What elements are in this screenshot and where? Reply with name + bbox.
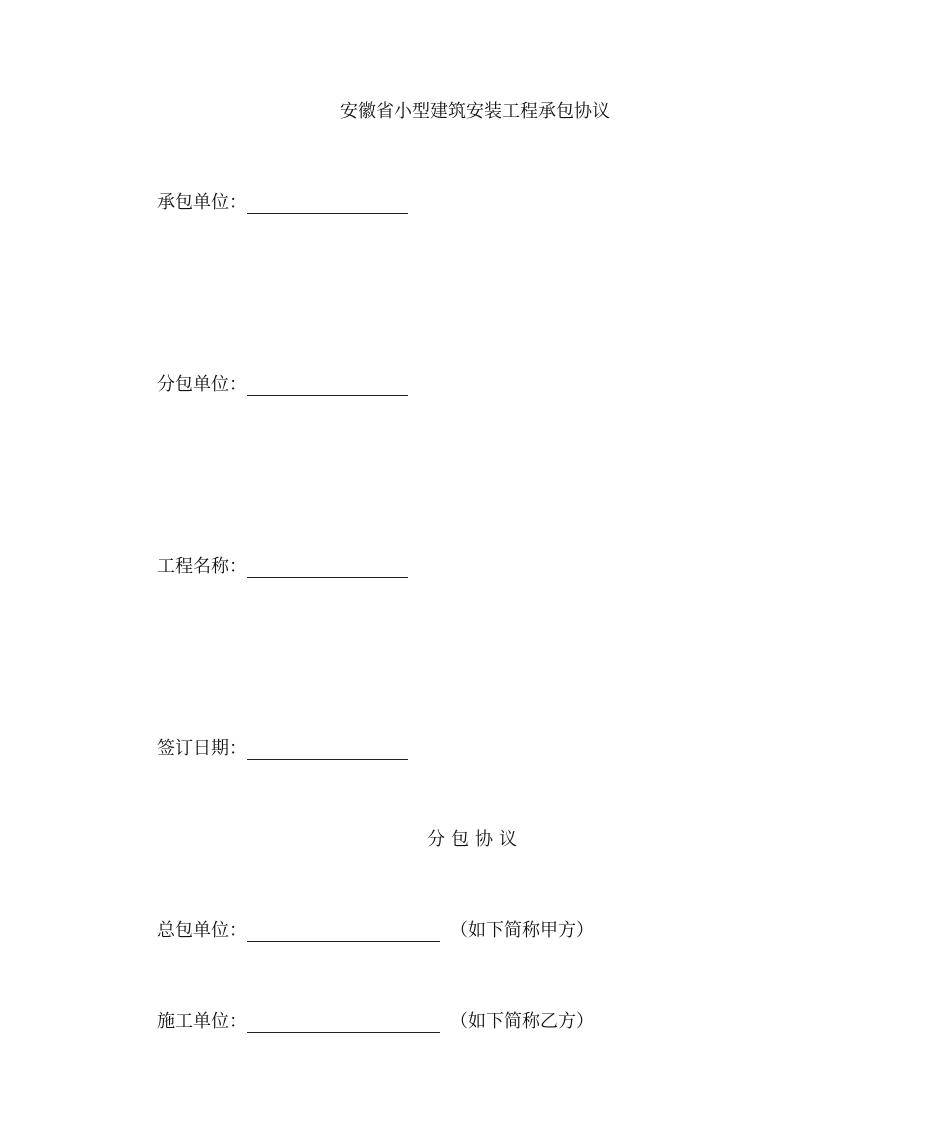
blank-line [247,1014,440,1033]
blank-line [247,377,408,396]
contractor-field [157,188,408,214]
party-note: （如下简称乙方） [450,1011,594,1032]
party-note: （如下简称甲方） [450,920,594,941]
construction-unit-field [157,1007,594,1033]
field-label: 签订日期： [157,738,247,759]
field-label: 承包单位： [157,192,247,213]
field-label: 分包单位： [157,374,247,395]
section-title: 分包协议 [427,829,523,850]
blank-line [247,195,408,214]
blank-line [247,923,440,942]
field-label: 总包单位： [157,920,247,941]
project-name-field [157,552,408,578]
signing-date-field [157,734,408,760]
document-title: 安徽省小型建筑安装工程承包协议 [340,101,610,122]
field-label: 工程名称： [157,556,247,577]
subcontractor-field [157,370,408,396]
field-label: 施工单位： [157,1011,247,1032]
blank-line [247,741,408,760]
blank-line [247,559,408,578]
general-contractor-field [157,916,594,942]
